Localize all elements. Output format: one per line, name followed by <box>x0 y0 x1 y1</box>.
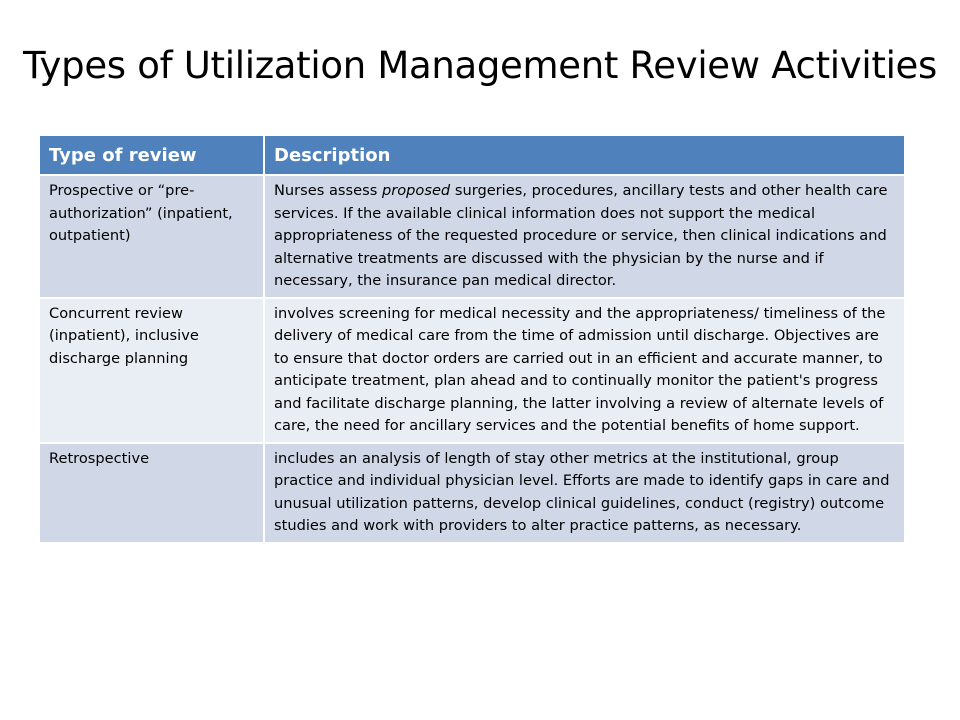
description-cell <box>264 175 904 298</box>
table-header-row <box>40 136 904 175</box>
table-row-retrospective <box>40 443 904 542</box>
header-description: Description <box>264 136 904 175</box>
description-cell: includes an analysis of length of stay other metrics at the institutional, group practice and individual physician level. Efforts are made to identify gaps in care and unusual utilization patterns, develop clinical guidelines, conduct (registry) outcome studies and work with providers to alter practice patterns, as necessary. <box>264 443 904 542</box>
table-row-prospective <box>40 175 904 298</box>
review-types-table <box>40 136 904 542</box>
review-type-cell: Concurrent review (inpatient), inclusive discharge planning <box>40 298 264 443</box>
emphasis-text: proposed <box>381 182 451 199</box>
table-row-concurrent <box>40 298 904 443</box>
slide-title: Types of Utilization Management Review Activities <box>23 44 937 87</box>
header-type-of-review: Type of review <box>40 136 264 175</box>
review-type-cell: Prospective or “pre-authorization” (inpatient, outpatient) <box>40 175 264 298</box>
description-cell: involves screening for medical necessity and the appropriateness/ timeliness of the delivery of medical care from the time of admission until discharge. Objectives are to ensure that doctor orders are carried out in an efficient and accurate manner, to anticipate treatment, plan ahead and to continually monitor the patient's progress and facilitate discharge planning, the latter involving a review of alternate levels of care, the need for ancillary services and the potential benefits of home support. <box>264 298 904 443</box>
description-text: surgeries, procedures, ancillary tests and other health care services. If the available clinical information does not support the medical appropriateness of the requested procedure or service, then clinical indications and alternative treatments are discussed with the physician by the nurse and if necessary, the insurance pan medical director. <box>274 182 888 289</box>
description-text: Nurses assess <box>274 182 382 199</box>
review-type-cell: Retrospective <box>40 443 264 542</box>
